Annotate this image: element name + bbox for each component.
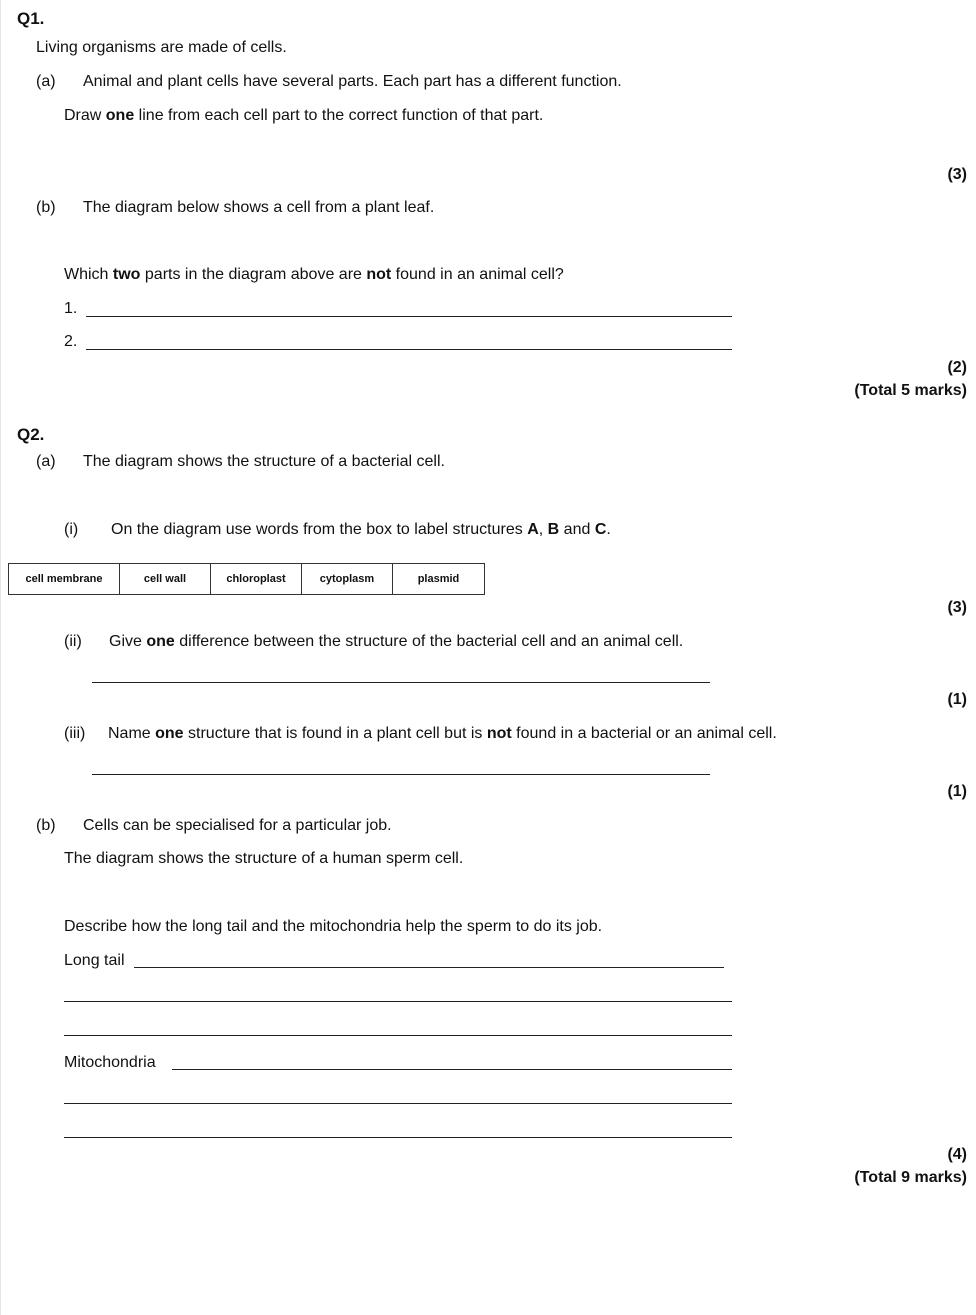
mitochondria-label: Mitochondria: [64, 1054, 156, 1071]
long-tail-label: Long tail: [64, 952, 125, 969]
q2b-describe: Describe how the long tail and the mitochondria help the sperm to do its job.: [64, 918, 603, 935]
q1-total: (Total 5 marks): [854, 382, 967, 399]
q2b-label: (b): [36, 817, 56, 834]
q1a-text: Animal and plant cells have several parts. Each part has a different function.: [83, 73, 622, 90]
q1b-marks: (2): [947, 359, 967, 376]
q1b-label: (b): [36, 199, 56, 216]
mitochondria-answer-line-2[interactable]: [64, 1103, 732, 1104]
page-edge: [0, 0, 1, 1315]
q2ai-text: On the diagram use words from the box to label structures A, B and C.: [111, 521, 611, 538]
word-box-cytoplasm: cytoplasm: [302, 564, 393, 594]
q2aiii-marks: (1): [947, 783, 967, 800]
long-tail-answer-line-1[interactable]: [134, 967, 724, 968]
q1b-answer2-line[interactable]: [86, 349, 732, 350]
word-box-cell-membrane: cell membrane: [9, 564, 120, 594]
q1b-answer2-label: 2.: [64, 333, 78, 350]
q2a-text: The diagram shows the structure of a bacterial cell.: [83, 453, 445, 470]
q1-intro: Living organisms are made of cells.: [36, 39, 287, 56]
q1a-label: (a): [36, 73, 56, 90]
q1b-question: Which two parts in the diagram above are not found in an animal cell?: [64, 266, 564, 283]
q2aiii-label: (iii): [64, 725, 86, 742]
q2ai-label: (i): [64, 521, 79, 538]
mitochondria-answer-line-3[interactable]: [64, 1137, 732, 1138]
q2aii-label: (ii): [64, 633, 82, 650]
q2aii-answer-line[interactable]: [92, 682, 710, 683]
q2aiii-text: Name one structure that is found in a plant cell but is not found in a bacterial or an animal cell.: [108, 725, 777, 742]
q2ai-marks: (3): [947, 599, 967, 616]
q2-total: (Total 9 marks): [854, 1169, 967, 1186]
word-box-chloroplast: chloroplast: [211, 564, 302, 594]
q1b-answer1-line[interactable]: [86, 316, 732, 317]
word-box: [8, 563, 485, 595]
mitochondria-answer-line-1[interactable]: [172, 1069, 732, 1070]
q2b-diagram-text: The diagram shows the structure of a human sperm cell.: [64, 850, 464, 867]
q2b-text: Cells can be specialised for a particular job.: [83, 817, 392, 834]
q2a-label: (a): [36, 453, 56, 470]
word-box-cell-wall: cell wall: [120, 564, 211, 594]
q1a-marks: (3): [947, 166, 967, 183]
q1b-text: The diagram below shows a cell from a plant leaf.: [83, 199, 435, 216]
long-tail-answer-line-3[interactable]: [64, 1035, 732, 1036]
q2aii-marks: (1): [947, 691, 967, 708]
q2b-marks: (4): [947, 1146, 967, 1163]
long-tail-answer-line-2[interactable]: [64, 1001, 732, 1002]
q2aiii-answer-line[interactable]: [92, 774, 710, 775]
word-box-plasmid: plasmid: [417, 573, 460, 585]
q1-number: Q1.: [17, 9, 45, 28]
q1a-instruction: Draw one line from each cell part to the correct function of that part.: [64, 107, 544, 124]
q2aii-text: Give one difference between the structure of the bacterial cell and an animal cell.: [109, 633, 684, 650]
q2-number: Q2.: [17, 425, 45, 444]
q1b-answer1-label: 1.: [64, 300, 78, 317]
